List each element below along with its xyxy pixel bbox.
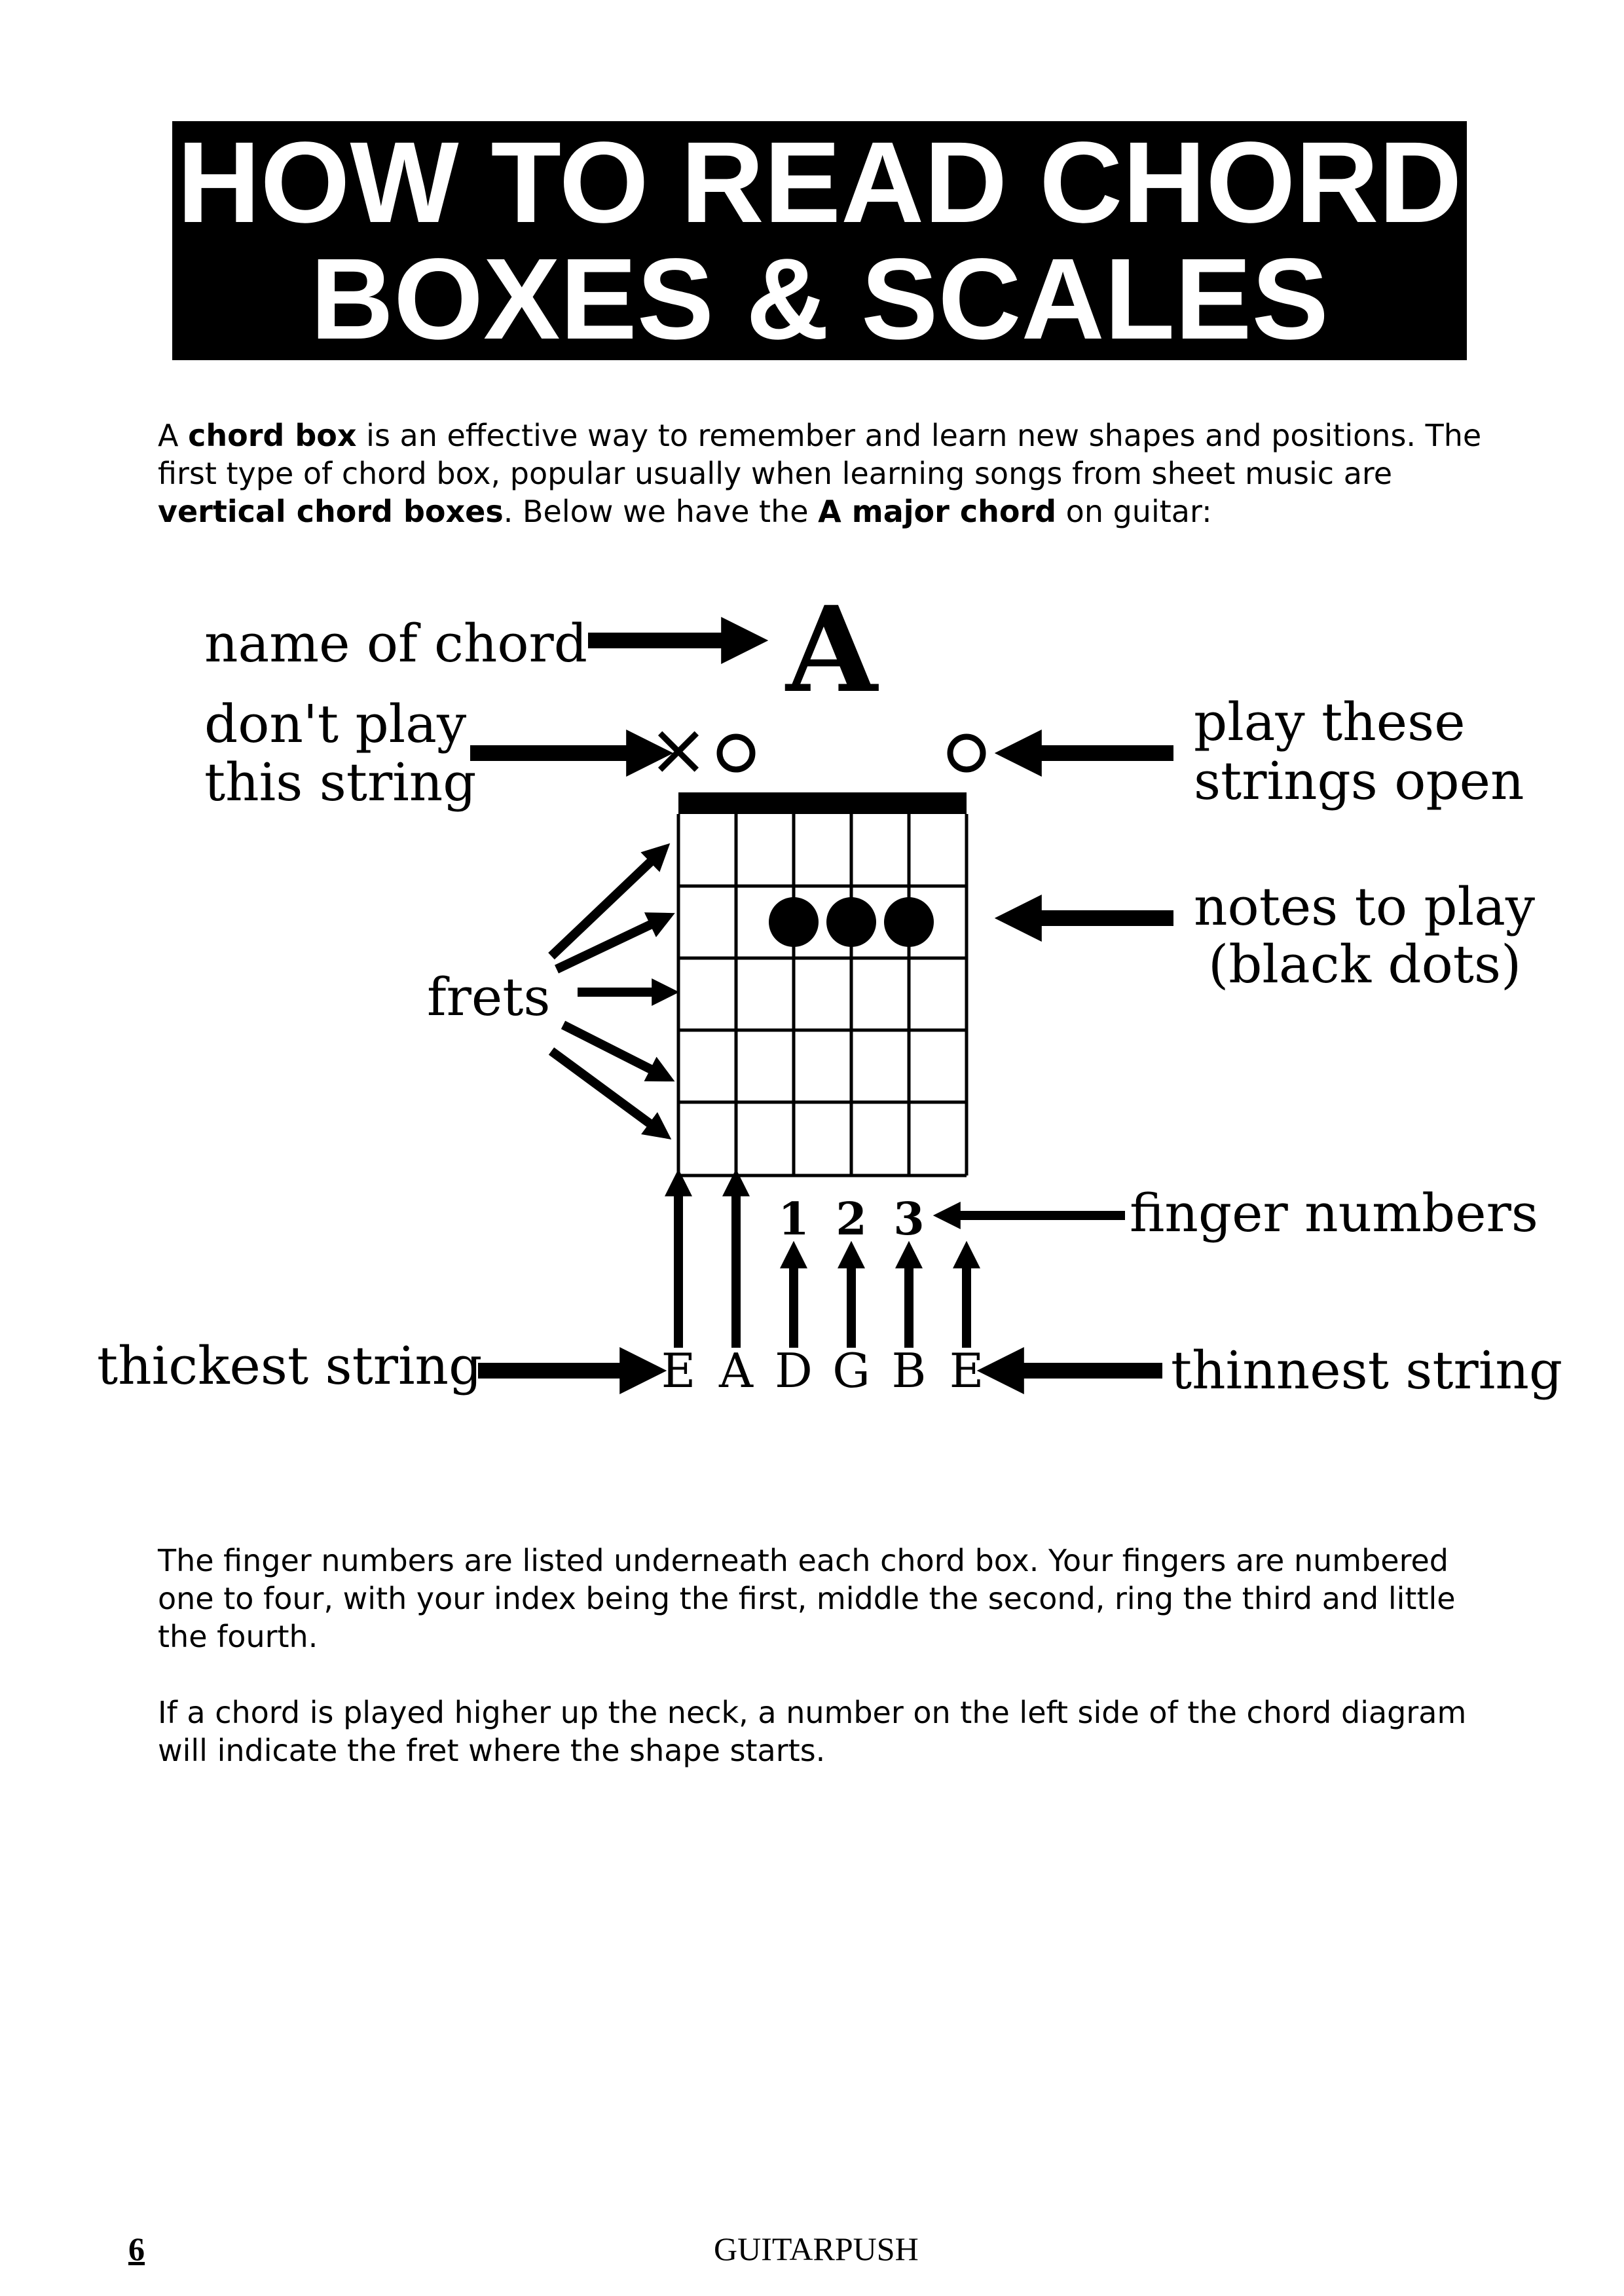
title-line-2: BOXES & SCALES xyxy=(310,234,1329,363)
label-dont-play-2: this string xyxy=(204,752,477,813)
string-name-e-low: E xyxy=(661,1343,696,1398)
label-notes-2: (black dots) xyxy=(1208,934,1522,995)
finger-number-3: 3 xyxy=(893,1193,925,1246)
label-play-open-1: play these xyxy=(1194,692,1466,752)
finger-dot-b xyxy=(884,897,934,947)
chord-name: A xyxy=(786,581,877,719)
open-string-marker-a xyxy=(720,737,752,769)
string-name-d: D xyxy=(775,1343,813,1398)
label-play-open-2: strings open xyxy=(1194,750,1524,811)
label-finger-numbers: finger numbers xyxy=(1130,1183,1538,1244)
nut xyxy=(678,792,967,814)
footer-brand: GUITARPUSH xyxy=(714,2231,919,2267)
label-frets: frets xyxy=(427,967,551,1028)
string-name-a: A xyxy=(719,1343,753,1398)
finger-number-2: 2 xyxy=(836,1193,867,1246)
label-notes-1: notes to play xyxy=(1194,876,1536,937)
string-name-b: B xyxy=(891,1343,927,1398)
higher-neck-paragraph: If a chord is played higher up the neck, a number on the left side of the chord diagram will indicate the fret where the shape starts. xyxy=(158,1695,1467,1768)
term-chord-box: chord box xyxy=(188,418,357,453)
string-name-e-high: E xyxy=(949,1343,984,1398)
intro-text: . Below we have the xyxy=(503,494,819,529)
label-dont-play-1: don't play xyxy=(204,694,467,754)
intro-text: on guitar: xyxy=(1056,494,1212,529)
arrow-group xyxy=(470,640,1173,1371)
finger-dot-d xyxy=(769,897,819,947)
mute-marker: × xyxy=(648,707,709,791)
intro-text: is an effective way to remember and learn new shapes and positions. The first type of chord box, popular usually when learning songs from sheet music are xyxy=(158,418,1482,491)
title-line-1: HOW TO READ CHORD xyxy=(177,118,1462,247)
string-name-g: G xyxy=(832,1343,870,1398)
label-thinnest-string: thinnest string xyxy=(1171,1340,1563,1401)
chord-grid xyxy=(678,792,967,1176)
open-string-marker-e-high xyxy=(950,737,983,769)
term-vertical-chord-boxes: vertical chord boxes xyxy=(158,494,504,529)
finger-numbers-paragraph: The finger numbers are listed underneath each chord box. Your fingers are numbered one to four, with your index being the first, middle the second, ring the third and little the fourth. xyxy=(158,1543,1456,1654)
page-number: 6 xyxy=(128,2231,145,2267)
intro-text: A xyxy=(158,418,189,453)
label-thickest-string: thickest string xyxy=(97,1335,483,1396)
finger-dot-g xyxy=(826,897,876,947)
term-a-major-chord: A major chord xyxy=(818,494,1057,529)
finger-number-1: 1 xyxy=(778,1193,809,1246)
label-name-of-chord: name of chord xyxy=(204,613,587,674)
arrow-fret-1 xyxy=(551,855,658,956)
arrow-fret-2 xyxy=(557,920,660,969)
